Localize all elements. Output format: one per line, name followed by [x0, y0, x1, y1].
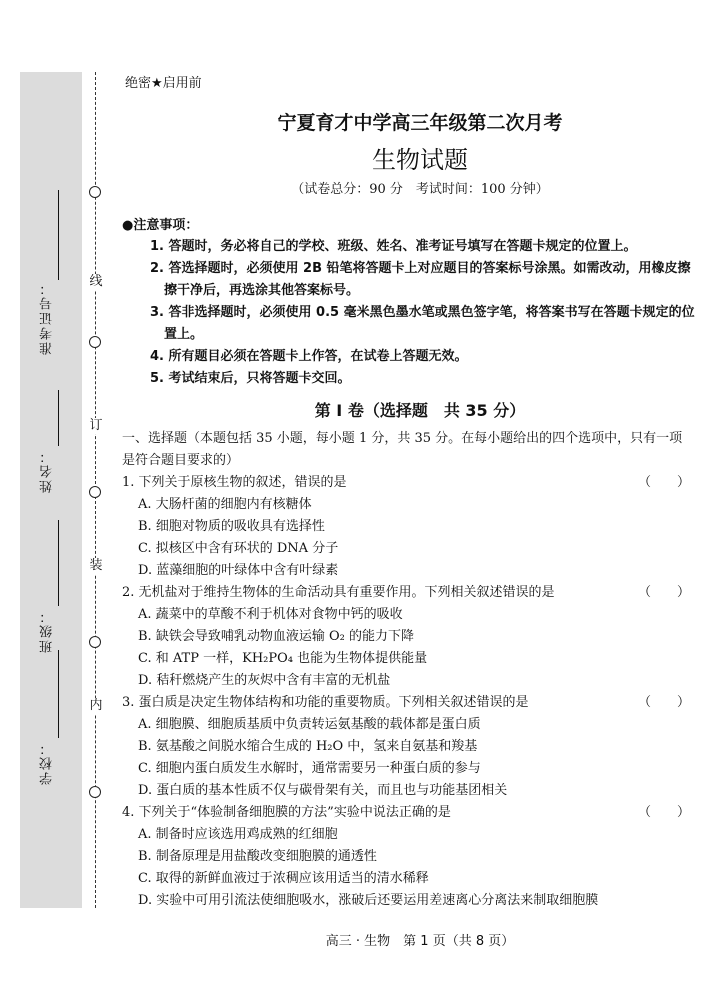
class-label: 班级： — [40, 608, 55, 653]
question-stem: 4. 下列关于“体验制备细胞膜的方法”实验中说法正确的是 — [122, 805, 451, 820]
section-title: 第 I 卷（选择题 共 35 分） — [314, 401, 526, 420]
binding-hole-icon — [89, 186, 101, 198]
binding-hole-icon — [89, 636, 101, 648]
question-stem: 2. 无机盐对于维持生物体的生命活动具有重要作用。下列相关叙述错误的是 — [122, 585, 555, 600]
page-footer: 高三 · 生物 第 1 页（共 8 页） — [325, 934, 515, 949]
questions-area — [122, 428, 692, 912]
answer-paren: （ ） — [637, 585, 690, 600]
section-instruction: 一、选择题（本题包括 35 小题，每小题 1 分，共 35 分。在每小题给出的四个选项中，只有一项是符合题目要求的） — [122, 431, 683, 468]
binding-char-zhuang: 装 — [89, 558, 103, 573]
notes-heading: ●注意事项： — [122, 218, 199, 233]
option: C. 和 ATP 一样，KH₂PO₄ 也能为生物体提供能量 — [138, 651, 428, 666]
binding-char-ding: 订 — [89, 418, 103, 433]
name-line — [58, 390, 59, 446]
question-3 — [122, 692, 692, 714]
question-stem: 3. 蛋白质是决定生物体结构和功能的重要物质。下列相关叙述错误的是 — [122, 695, 529, 710]
note-item: 3. 答非选择题时，必须使用 0.5 毫米黑色墨水笔或黑色签字笔，将答案书写在答题卡规定的位置上。 — [150, 305, 695, 342]
question-2 — [122, 582, 692, 604]
option: D. 蓝藻细胞的叶绿体中含有叶绿素 — [138, 563, 339, 578]
option: A. 大肠杆菌的细胞内有核糖体 — [138, 497, 312, 512]
option: C. 拟核区中含有环状的 DNA 分子 — [138, 541, 339, 556]
school-line — [58, 650, 59, 738]
option: B. 氨基酸之间脱水缩合生成的 H₂O 中，氢来自氨基和羧基 — [138, 739, 478, 754]
exam-info: （试卷总分：90 分 考试时间：100 分钟） — [291, 182, 549, 197]
note-item: 5. 考试结束后，只将答题卡交回。 — [150, 371, 351, 386]
option: C. 取得的新鲜血液过于浓稠应该用适当的清水稀释 — [138, 871, 429, 886]
school-label: 学校： — [40, 740, 55, 785]
note-item: 2. 答选择题时，必须使用 2B 铅笔将答题卡上对应题目的答案标号涂黑。如需改动，用橡皮擦擦干净后，再选涂其他答案标号。 — [150, 261, 691, 298]
option: D. 秸秆燃烧产生的灰烬中含有丰富的无机盐 — [138, 673, 391, 688]
subject-title: 生物试题 — [372, 146, 468, 174]
answer-paren: （ ） — [637, 805, 690, 820]
question-4 — [122, 802, 692, 824]
option: D. 蛋白质的基本性质不仅与碳骨架有关，而且也与功能基团相关 — [138, 783, 508, 798]
option: D. 实验中可用引流法使细胞吸水，涨破后还要运用差速离心分离法来制取细胞膜 — [138, 893, 599, 908]
class-line — [58, 520, 59, 606]
exam-title: 宁夏育才中学高三年级第二次月考 — [277, 112, 563, 134]
binding-char-nei: 内 — [89, 698, 103, 713]
binding-hole-icon — [89, 336, 101, 348]
note-item: 4. 所有题目必须在答题卡上作答，在试卷上答题无效。 — [150, 349, 468, 364]
option: C. 细胞内蛋白质发生水解时，通常需要另一种蛋白质的参与 — [138, 761, 481, 776]
answer-paren: （ ） — [637, 695, 690, 710]
binding-hole-icon — [89, 486, 101, 498]
option: B. 制备原理是用盐酸改变细胞膜的通透性 — [138, 849, 377, 864]
question-stem: 1. 下列关于原核生物的叙述，错误的是 — [122, 475, 347, 490]
binding-hole-icon — [89, 786, 101, 798]
option: A. 制备时应该选用鸡成熟的红细胞 — [138, 827, 338, 842]
binding-char-xian: 线 — [89, 274, 103, 289]
note-item: 1. 答题时，务必将自己的学校、班级、姓名、准考证号填写在答题卡规定的位置上。 — [150, 239, 637, 254]
notes-list — [150, 236, 696, 390]
option: B. 细胞对物质的吸收具有选择性 — [138, 519, 325, 534]
admission-number-line — [58, 190, 59, 280]
secret-label: 绝密★启用前 — [125, 76, 202, 91]
option: A. 蔬菜中的草酸不利于机体对食物中钙的吸收 — [138, 607, 403, 622]
question-1 — [122, 472, 692, 494]
answer-paren: （ ） — [637, 475, 690, 490]
admission-number-label: 准考证号： — [40, 280, 55, 355]
option: A. 细胞膜、细胞质基质中负责转运氨基酸的载体都是蛋白质 — [138, 717, 481, 732]
option: B. 缺铁会导致哺乳动物血液运输 O₂ 的能力下降 — [138, 629, 414, 644]
name-label: 姓名： — [40, 448, 55, 493]
